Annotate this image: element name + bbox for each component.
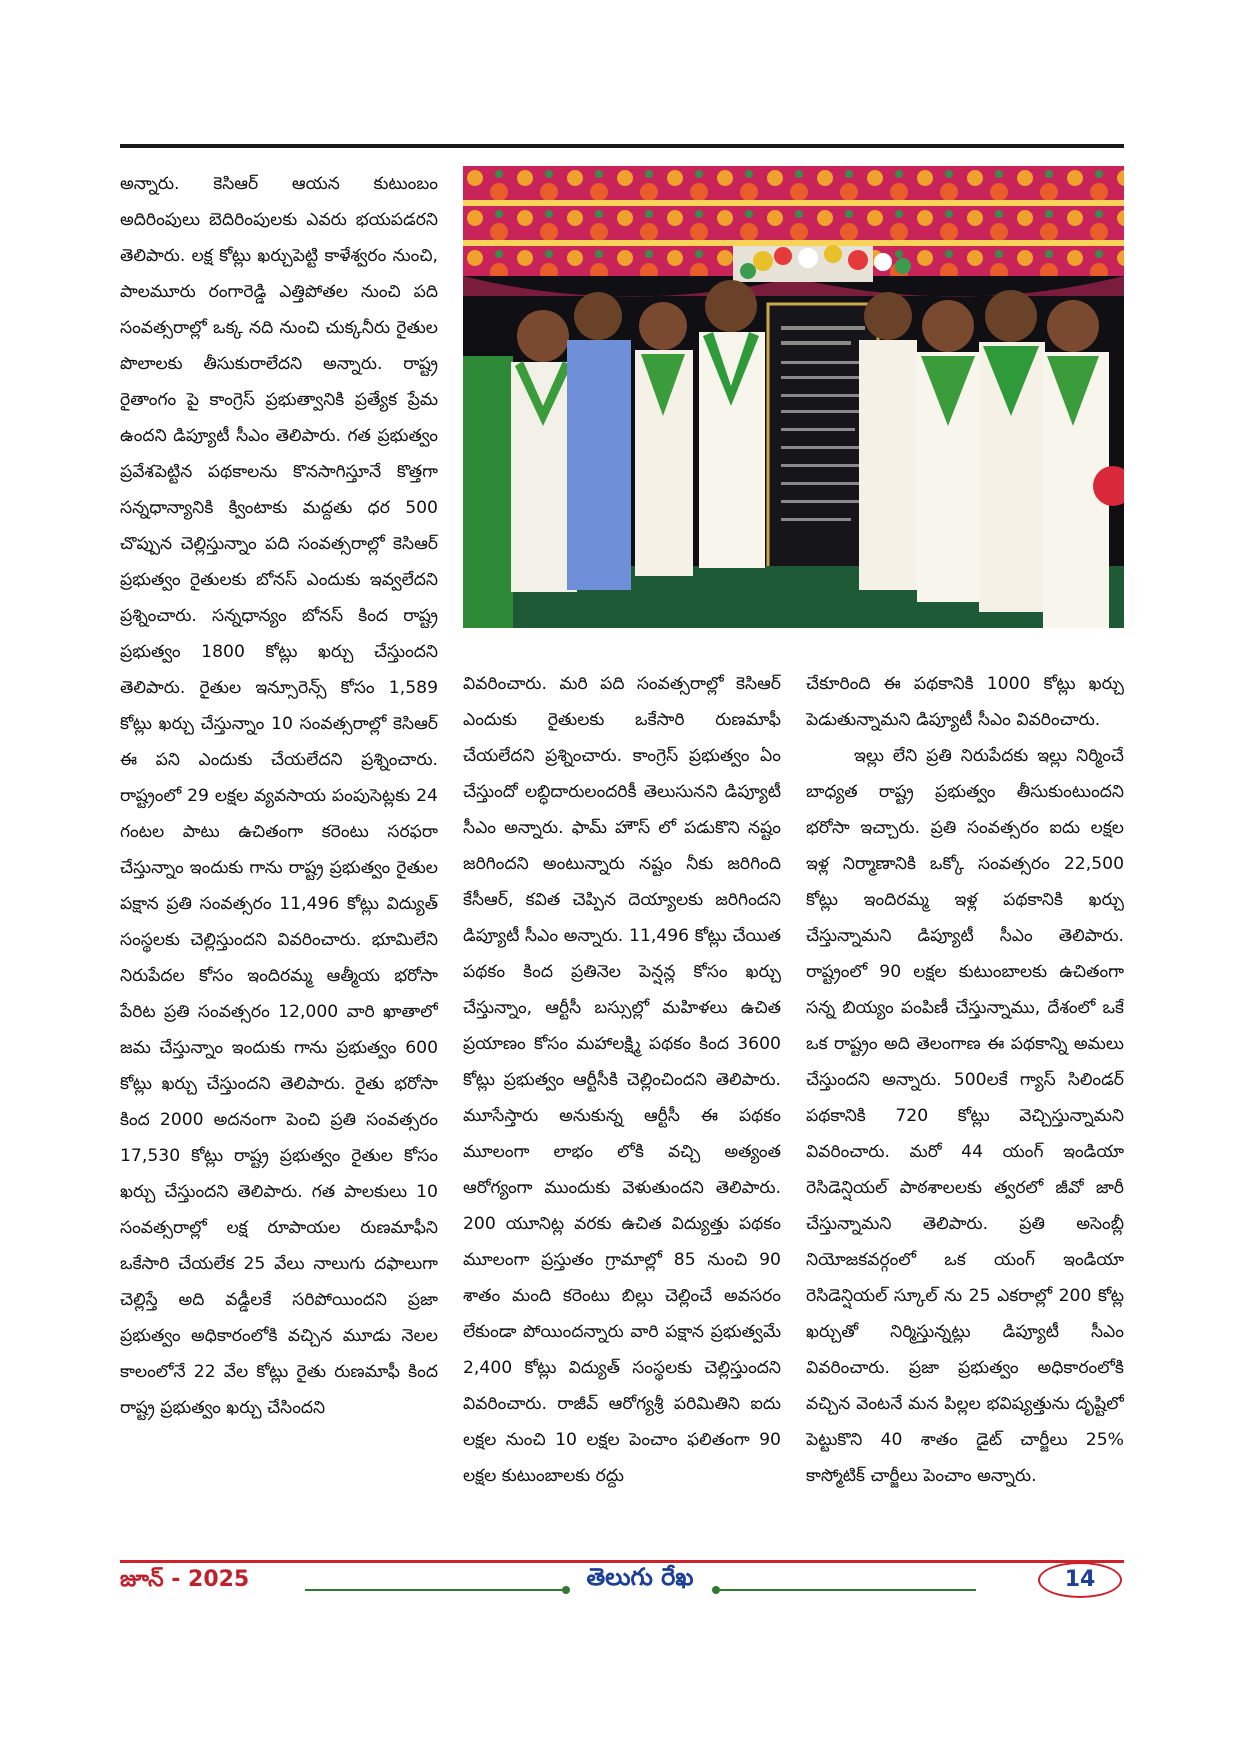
footer-divider-left [305, 1589, 567, 1591]
event-photo [463, 166, 1124, 628]
article-paragraph: చేకూరింది ఈ పథకానికి 1000 కోట్లు ఖర్చు పెడుతున్నామని డిప్యూటీ సీఎం వివరించారు. [806, 674, 1124, 730]
article-column-1 [120, 166, 438, 1556]
article-paragraph: ఇల్లు లేని ప్రతి నిరుపేదకు ఇల్లు నిర్మించే బాధ్యత రాష్ట్ర ప్రభుత్వం తీసుకుంటుందని భరోసా ఇచ్చారు. ప్రతి సంవత్సరం ఐదు లక్షల ఇళ్ల నిర్మాణానికి ఒక్కో సంవత్సరం 22,500 కోట్లు ఇందిరమ్మ ఇళ్ల పథకానికి ఖర్చు చేస్తున్నామని డిప్యూటీ సీఎం తెలిపారు. రాష్ట్రంలో 90 లక్షల కుటుంబాలకు ఉచితంగా సన్న బియ్యం పంపిణీ చేస్తున్నాము, దేశంలో ఒకే ఒక రాష్ట్రం అది తెలంగాణ ఈ పథకాన్ని అమలు చేస్తుందని అన్నారు. 500లకే గ్యాస్ సిలిండర్ పథకానికి 720 కోట్లు వెచ్చిస్తున్నామని వివరించారు. మరో 44 యంగ్ ఇండియా రెసిడెన్షియల్ పాఠశాలలకు త్వరలో జీవో జారీ చేస్తున్నామని తెలిపారు. ప్రతి అసెంబ్లీ నియోజకవర్గంలో ఒక యంగ్ ఇండియా రెసిడెన్షియల్ స్కూల్ ను 25 ఎకరాల్లో 200 కోట్ల ఖర్చుతో నిర్మిస్తున్నట్లు డిప్యూటీ సీఎం వివరించారు. ప్రజా ప్రభుత్వం అధికారంలోకి వచ్చిన వెంటనే మన పిల్లల భవిష్యత్తును దృష్టిలో పెట్టుకొని 40 శాతం డైట్ చార్జీలు 25% కాస్మోటిక్ చార్జీలు పెంచాం అన్నారు. [806, 746, 1124, 1486]
article-column-3 [806, 666, 1124, 1556]
article-paragraph: అన్నారు. కెసిఆర్ ఆయన కుటుంబం అదిరింపులు బెదిరింపులకు ఎవరు భయపడరని తెలిపారు. లక్ష కోట్లు ఖర్చుపెట్టి కాళేశ్వరం నుంచి, పాలమూరు రంగారెడ్డి ఎత్తిపోతల నుంచి పది సంవత్సరాల్లో ఒక్క నది నుంచి చుక్కనీరు రైతుల పొలాలకు తీసుకురాలేదని అన్నారు. రాష్ట్ర రైతాంగం పై కాంగ్రెస్ ప్రభుత్వానికి ప్రత్యేక ప్రేమ ఉందని డిప్యూటీ సీఎం తెలిపారు. గత ప్రభుత్వం ప్రవేశపెట్టిన పథకాలను కొనసాగిస్తూనే కొత్తగా సన్నధాన్యానికి క్వింటాకు మద్దతు ధర 500 చొప్పున చెల్లిస్తున్నాం పది సంవత్సరాల్లో కెసిఆర్ ప్రభుత్వం రైతులకు బోనస్ ఎందుకు ఇవ్వలేదని ప్రశ్నించారు. సన్నధాన్యం బోనస్ కింద రాష్ట్ర ప్రభుత్వం 1800 కోట్లు ఖర్చు చేస్తుందని తెలిపారు. రైతుల ఇన్సూరెన్స్ కోసం 1,589 కోట్లు ఖర్చు చేస్తున్నాం 10 సంవత్సరాల్లో కెసిఆర్ ఈ పని ఎందుకు చేయలేదని ప్రశ్నించారు. రాష్ట్రంలో 29 లక్షల వ్యవసాయ పంపుసెట్లకు 24 గంటల పాటు ఉచితంగా కరెంటు సరఫరా చేస్తున్నాం ఇందుకు గాను రాష్ట్ర ప్రభుత్వం రైతుల పక్షాన ప్రతి సంవత్సరం 11,496 కోట్లు విద్యుత్ సంస్థలకు చెల్లిస్తుందని వివరించారు. భూమిలేని నిరుపేదల కోసం ఇందిరమ్మ ఆత్మీయ భరోసా పేరిట ప్రతి సంవత్సరం 12,000 వారి ఖాతాలో జమ చేస్తున్నాం ఇందుకు గాను ప్రభుత్వం 600 కోట్లు ఖర్చు చేస్తుందని తెలిపారు. రైతు భరోసా కింద 2000 అదనంగా పెంచి ప్రతి సంవత్సరం 17,530 కోట్లు రాష్ట్ర ప్రభుత్వం రైతుల కోసం ఖర్చు చేస్తుందని తెలిపారు. గత పాలకులు 10 సంవత్సరాల్లో లక్ష రూపాయల రుణమాఫీని ఒకేసారి చేయలేక 25 వేలు నాలుగు దఫాలుగా చెల్లిస్తే అది వడ్డీలకే సరిపోయిందని ప్రజా ప్రభుత్వం అధికారంలోకి వచ్చిన మూడు నెలల కాలంలోనే 22 వేల కోట్లు రైతు రుణమాఫీ కింద రాష్ట్ర ప్రభుత్వం ఖర్చు చేసిందని [120, 174, 438, 1418]
article-paragraph: వివరించారు. మరి పది సంవత్సరాల్లో కెసిఆర్ ఎందుకు రైతులకు ఒకేసారి రుణమాఫీ చేయలేదని ప్రశ్నించారు. కాంగ్రెస్ ప్రభుత్వం ఏం చేస్తుందో లబ్ధిదారులందరికీ తెలుసునని డిప్యూటీ సీఎం అన్నారు. ఫామ్ హౌస్ లో పడుకొని నష్టం జరిగిందని అంటున్నారు నష్టం నీకు జరిగింది కేసీఆర్, కవిత చెప్పిన దెయ్యాలకు జరిగిందని డిప్యూటీ సీఎం అన్నారు. 11,496 కోట్లు చేయిత పథకం కింద ప్రతినెల పెన్షన్ల కోసం ఖర్చు చేస్తున్నాం, ఆర్టీసీ బస్సుల్లో మహిళలు ఉచిత ప్రయాణం కోసం మహాలక్ష్మి పథకం కింద 3600 కోట్లు ప్రభుత్వం ఆర్టీసీకి చెల్లించిందని తెలిపారు. మూసేస్తారు అనుకున్న ఆర్టీసీ ఈ పథకం మూలంగా లాభం లోకి వచ్చి అత్యంత ఆరోగ్యంగా ముందుకు వెళుతుందని తెలిపారు. 200 యూనిట్ల వరకు ఉచిత విద్యుత్తు పథకం మూలంగా ప్రస్తుతం గ్రామాల్లో 85 నుంచి 90 శాతం మంది కరెంటు బిల్లు చెల్లించే అవసరం లేకుండా పోయిందన్నారు వారి పక్షాన ప్రభుత్వమే 2,400 కోట్లు విద్యుత్ సంస్థలకు చెల్లిస్తుందని వివరించారు. రాజీవ్ ఆరోగ్యశ్రీ పరిమితిని ఐదు లక్షల నుంచి 10 లక్షల పెంచాం ఫలితంగా 90 లక్షల కుటుంబాలకు రద్దు [463, 674, 781, 1486]
magazine-title: తెలుగు రేఖ [586, 1562, 694, 1591]
page-number: 14 [1038, 1562, 1122, 1598]
top-rule [120, 144, 1124, 148]
footer-dot-left [562, 1586, 570, 1594]
footer-divider-right [716, 1589, 976, 1591]
photo-icon [463, 166, 1124, 628]
article-column-2 [463, 666, 781, 1556]
issue-date: జూన్ - 2025 [120, 1567, 250, 1592]
